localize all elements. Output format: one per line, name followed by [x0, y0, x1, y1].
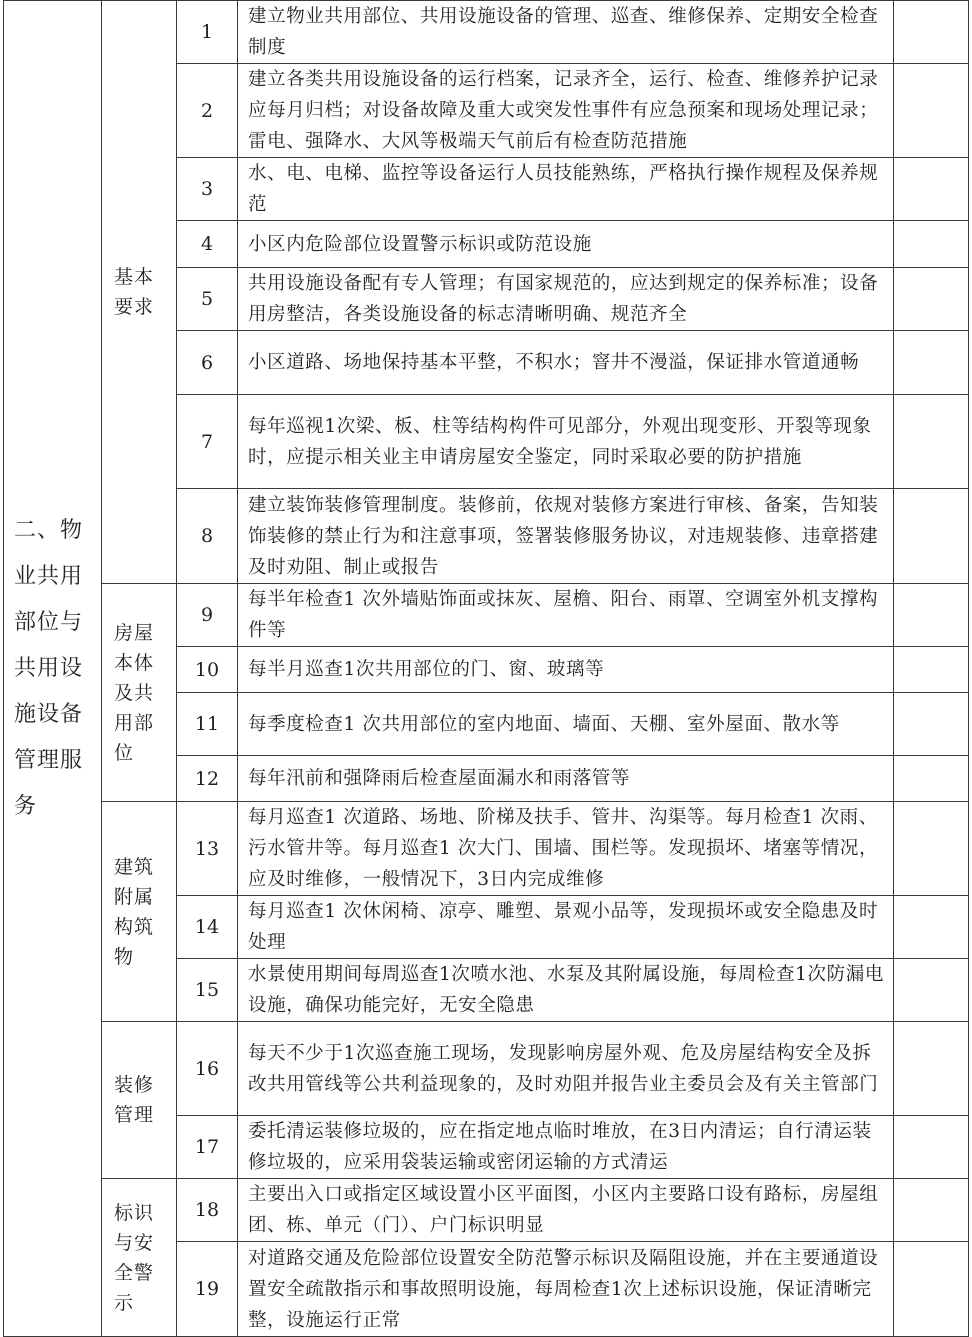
remark-cell	[894, 756, 969, 802]
remark-cell	[894, 647, 969, 693]
row-text: 每年巡视1次梁、板、柱等结构构件可见部分，外观出现变形、开裂等现象时，应提示相关业主申请房屋安全鉴定，同时采取必要的防护措施	[238, 395, 894, 489]
row-number: 10	[177, 647, 238, 693]
row-number: 16	[177, 1022, 238, 1116]
row-number: 18	[177, 1179, 238, 1242]
row-text: 每天不少于1次巡查施工现场，发现影响房屋外观、危及房屋结构安全及拆改共用管线等公共利益现象的，及时劝阻并报告业主委员会及有关主管部门	[238, 1022, 894, 1116]
row-number: 19	[177, 1242, 238, 1337]
row-text: 每半月巡查1次共用部位的门、窗、玻璃等	[238, 647, 894, 693]
remark-cell	[894, 268, 969, 331]
remark-cell	[894, 64, 969, 158]
table-row	[4, 1179, 969, 1242]
row-number: 9	[177, 584, 238, 647]
remark-cell	[894, 584, 969, 647]
row-text: 水景使用期间每周巡查1次喷水池、水泵及其附属设施，每周检查1次防漏电设施，确保功能完好，无安全隐患	[238, 959, 894, 1022]
section-title: 二、物业共用部位与共用设施设备管理服务	[4, 1, 102, 1337]
row-number: 6	[177, 331, 238, 395]
remark-cell	[894, 331, 969, 395]
category-building-body: 房屋本体及共用部位	[102, 584, 177, 802]
row-number: 2	[177, 64, 238, 158]
remark-cell	[894, 1022, 969, 1116]
row-text: 共用设施设备配有专人管理；有国家规范的，应达到规定的保养标准；设备用房整洁，各类设施设备的标志清晰明确、规范齐全	[238, 268, 894, 331]
row-number: 15	[177, 959, 238, 1022]
remark-cell	[894, 395, 969, 489]
category-ancillary-structures: 建筑附属构筑物	[102, 802, 177, 1022]
table-row	[4, 802, 969, 896]
row-text: 每月巡查1 次道路、场地、阶梯及扶手、管井、沟渠等。每月检查1 次雨、污水管井等。每月巡查1 次大门、围墙、围栏等。发现损坏、堵塞等情况，应及时维修，一般情况下，3日内完成维修	[238, 802, 894, 896]
row-number: 5	[177, 268, 238, 331]
row-text: 对道路交通及危险部位设置安全防范警示标识及隔阻设施，并在主要通道设置安全疏散指示和事故照明设施，每周检查1次上述标识设施，保证清晰完整，设施运行正常	[238, 1242, 894, 1337]
remark-cell	[894, 693, 969, 756]
row-text: 每年汛前和强降雨后检查屋面漏水和雨落管等	[238, 756, 894, 802]
row-number: 3	[177, 158, 238, 221]
row-number: 1	[177, 1, 238, 64]
row-number: 12	[177, 756, 238, 802]
row-text: 每半年检查1 次外墙贴饰面或抹灰、屋檐、阳台、雨罩、空调室外机支撑构件等	[238, 584, 894, 647]
row-text: 建立物业共用部位、共用设施设备的管理、巡查、维修保养、定期安全检查制度	[238, 1, 894, 64]
row-text: 建立装饰装修管理制度。装修前，依规对装修方案进行审核、备案，告知装饰装修的禁止行为和注意事项，签署装修服务协议，对违规装修、违章搭建及时劝阻、制止或报告	[238, 489, 894, 584]
row-text: 水、电、电梯、监控等设备运行人员技能熟练，严格执行操作规程及保养规范	[238, 158, 894, 221]
remark-cell	[894, 1242, 969, 1337]
row-number: 13	[177, 802, 238, 896]
remark-cell	[894, 489, 969, 584]
row-number: 17	[177, 1116, 238, 1179]
service-standard-table	[3, 0, 969, 1337]
remark-cell	[894, 896, 969, 959]
row-number: 11	[177, 693, 238, 756]
remark-cell	[894, 1179, 969, 1242]
row-number: 8	[177, 489, 238, 584]
remark-cell	[894, 802, 969, 896]
table-row	[4, 1022, 969, 1116]
table-row	[4, 584, 969, 647]
remark-cell	[894, 1, 969, 64]
row-text: 小区道路、场地保持基本平整，不积水；窨井不漫溢，保证排水管道通畅	[238, 331, 894, 395]
row-text: 委托清运装修垃圾的，应在指定地点临时堆放，在3日内清运；自行清运装修垃圾的，应采用袋装运输或密闭运输的方式清运	[238, 1116, 894, 1179]
row-text: 小区内危险部位设置警示标识或防范设施	[238, 221, 894, 268]
row-number: 7	[177, 395, 238, 489]
category-renovation-management: 装修管理	[102, 1022, 177, 1179]
remark-cell	[894, 158, 969, 221]
remark-cell	[894, 959, 969, 1022]
row-number: 4	[177, 221, 238, 268]
remark-cell	[894, 1116, 969, 1179]
row-number: 14	[177, 896, 238, 959]
row-text: 主要出入口或指定区域设置小区平面图，小区内主要路口设有路标，房屋组团、栋、单元（门）、户门标识明显	[238, 1179, 894, 1242]
category-basic-requirements: 基本要求	[102, 1, 177, 584]
row-text: 每月巡查1 次休闲椅、凉亭、雕塑、景观小品等，发现损坏或安全隐患及时处理	[238, 896, 894, 959]
category-signage-safety: 标识与安全警示	[102, 1179, 177, 1337]
table-row	[4, 1, 969, 64]
row-text: 每季度检查1 次共用部位的室内地面、墙面、天棚、室外屋面、散水等	[238, 693, 894, 756]
remark-cell	[894, 221, 969, 268]
row-text: 建立各类共用设施设备的运行档案，记录齐全，运行、检查、维修养护记录应每月归档；对设备故障及重大或突发性事件有应急预案和现场处理记录；雷电、强降水、大风等极端天气前后有检查防范措施	[238, 64, 894, 158]
